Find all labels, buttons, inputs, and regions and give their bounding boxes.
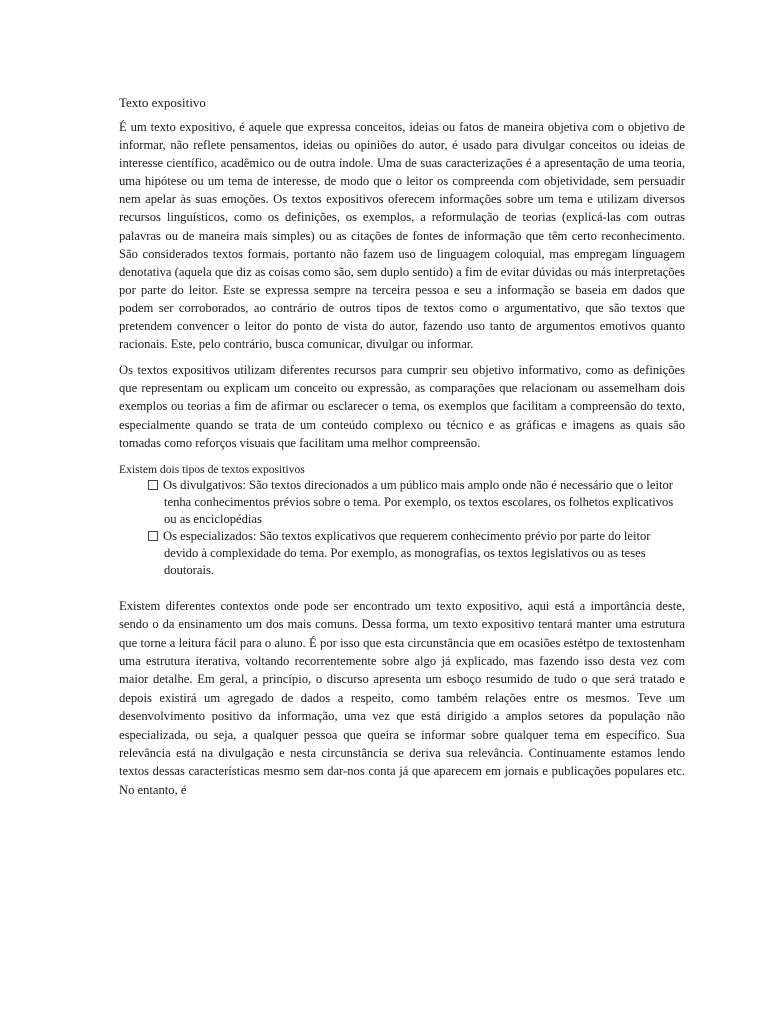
list-item-text: Os especializados: São textos explicativos que requerem conhecimento prévio por parte do leitor devido à complexidade do tema. Por exemplo, as monografias, os textos legislativos ou as teses doutorais. (163, 528, 651, 577)
document-body (119, 94, 685, 812)
list-item-text: Os divulgativos: São textos direcionados a um público mais amplo onde não é necessário que o leitor tenha conhecimentos prévios sobre o tema. Por exemplo, os textos escolares, os folhetos explicativos ou as enciclopédias (163, 477, 674, 526)
paragraph-resources: Os textos expositivos utilizam diferentes recursos para cumprir seu objetivo informativo, como as definições que representam ou explicam um conceito ou expressão, as comparações que relacionam ou assemelham dois exemplos ou teorias a fim de afirmar ou esclarecer o tema, os exemplos que facilitam a compreensão do texto, especialmente quando se trata de um conteúdo complexo ou técnico e as gráficas e imagens as quais são tomadas como reforços visuais que facilitam uma melhor compreensão. (119, 363, 685, 450)
paragraph-contexts: Existem diferentes contextos onde pode ser encontrado um texto expositivo, aqui está a importância deste, sendo o da ensinamento um dos mais comuns. Dessa forma, um texto expositivo tentará manter uma estrutura que torne a leitura fácil para o aluno. É por isso que esta circunstância que em ocasiões estétpo de textostenham uma estrutura iterativa, voltando recorrentemente sobre algo já explicado, mas fazendo isso desta vez com maior detalhe. Em geral, a princípio, o discurso apresenta um esboço resumido de tudo o que será tratado e depois existirá um agregado de dados a respeito, como também relações entre os mesmos. Teve um desenvolvimento positivo da informação, uma vez que está dirigido a amplos setores da população não especializada, ou seja, a qualquer pessoa que queira se informar sobre qualquer tema em específico. Sua relevância está na divulgação e nesta circunstância se deriva sua relevância. Continuamente estamos lendo textos dessas características mesmo sem dar-nos conta já que aparecem em jornais e publicações populares etc. No entanto, é (119, 598, 685, 797)
checkbox-bullet-icon (148, 480, 158, 490)
list-item (119, 477, 685, 528)
checkbox-bullet-icon (148, 531, 158, 541)
types-heading: Existem dois tipos de textos expositivos (119, 462, 305, 476)
document-title: Texto expositivo (119, 95, 206, 110)
types-list (119, 477, 685, 579)
paragraph-definition: É um texto expositivo, é aquele que expressa conceitos, ideias ou fatos de maneira objetiva com o objetivo de informar, não reflete pensamentos, ideias ou opiniões do autor, é usado para divulgar conceitos ou ideias de interesse científico, acadêmico ou de outra índole. Uma de suas caracterizações é a apresentação de uma teoria, uma hipótese ou um tema de interesse, de modo que o leitor os compreenda com objetividade, sem persuadir nem apelar às suas emoções. Os textos expositivos oferecem informações sobre um tema e utilizam diversos recursos linguísticos, como os definições, os exemplos, a reformulação de teorias (explicá-las com outras palavras ou de maneira mais simples) ou as citações de fontes de informação que têm certo reconhecimento. São considerados textos formais, portanto não fazem uso de linguagem coloquial, mas empregam linguagem denotativa (aquela que diz as coisas como são, sem duplo sentido) a fim de evitar dúvidas ou más interpretações por parte do leitor. Este se expressa sempre na terceira pessoa e seu a informação se baseia em dados que podem ser corroborados, ao contrário de outros tipos de textos como o argumentativo, que são textos que pretendem convencer o leitor do ponto de vista do autor, fazendo uso tanto de argumentos emotivos quanto racionais. Este, pelo contrário, busca comunicar, divulgar ou informar. (119, 120, 685, 352)
list-item (119, 528, 685, 579)
